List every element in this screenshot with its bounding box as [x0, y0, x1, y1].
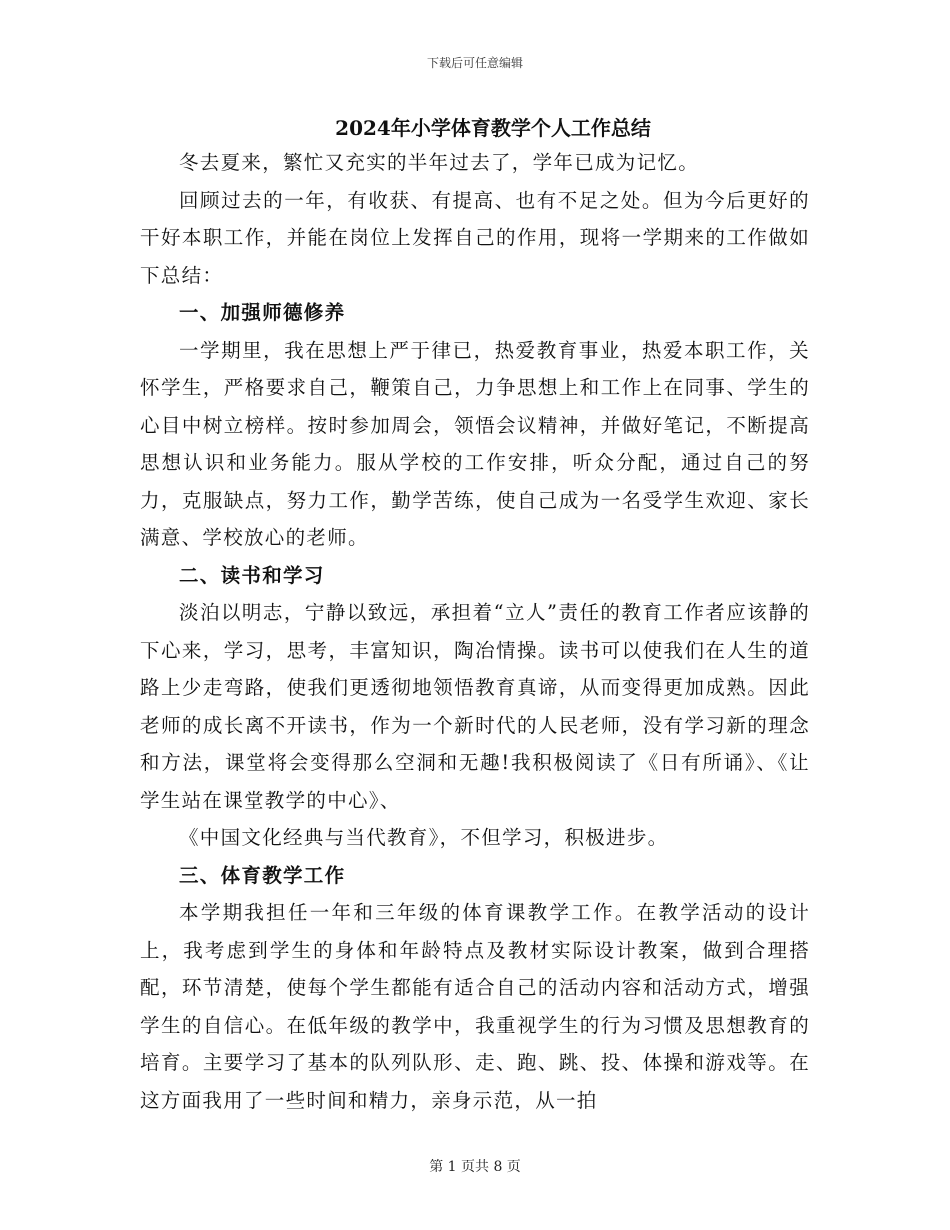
document-body: [140, 112, 810, 1119]
intro-paragraph-2: 回顾过去的一年，有收获、有提高、也有不足之处。但为今后更好的干好本职工作，并能在岗位上发挥自己的作用，现将一学期来的工作做如下总结：: [140, 188, 810, 287]
intro-paragraph-1: 冬去夏来，繁忙又充实的半年过去了，学年已成为记忆。: [179, 151, 700, 174]
section-3-paragraph-1: 本学期我担任一年和三年级的体育课教学工作。在教学活动的设计上，我考虑到学生的身体和年龄特点及教材实际设计教案，做到合理搭配，环节清楚，使每个学生都能有适合自己的活动内容和活动方式，增强学生的自信心。在低年级的教学中，我重视学生的行为习惯及思想教育的培育。主要学习了基本的队列队形、走、跑、跳、投、体操和游戏等。在这方面我用了一些时间和精力，亲身示范，从一拍: [140, 901, 810, 1112]
section-heading-1: 一、加强师德修养: [179, 301, 346, 324]
document-title: 2024年小学体育教学个人工作总结: [335, 116, 651, 140]
section-2-paragraph-2: 《中国文化经典与当代教育》，不但学习，积极进步。: [179, 826, 669, 849]
section-heading-2: 二、读书和学习: [179, 563, 325, 587]
page-number: 第 1 页共 8 页: [429, 1159, 521, 1175]
page-header-note: 下载后可任意编辑: [426, 56, 523, 70]
section-1-paragraph-1: 一学期里，我在思想上严于律已，热爱教育事业，热爱本职工作，关怀学生，严格要求自己，鞭策自己，力争思想上和工作上在同事、学生的心目中树立榜样。按时参加周会，领悟会议精神，并做好笔记，不断提高思想认识和业务能力。服从学校的工作安排，听众分配，通过自己的努力，克服缺点，努力工作，勤学苦练，使自己成为一名受学生欢迎、家长满意、学校放心的老师。: [140, 338, 810, 549]
section-heading-3: 三、体育教学工作: [179, 863, 346, 887]
section-2-paragraph-1: 淡泊以明志，宁静以致远，承担着“立人”责任的教育工作者应该静的下心来，学习，思考，丰富知识，陶冶情操。读书可以使我们在人生的道路上少走弯路，使我们更透彻地领悟教育真谛，从而变得更加成熟。因此老师的成长离不开读书，作为一个新时代的人民老师，没有学习新的理念和方法，课堂将会变得那么空洞和无趣!我积极阅读了《日有所诵》、《让学生站在课堂教学的中心》、: [140, 601, 810, 812]
